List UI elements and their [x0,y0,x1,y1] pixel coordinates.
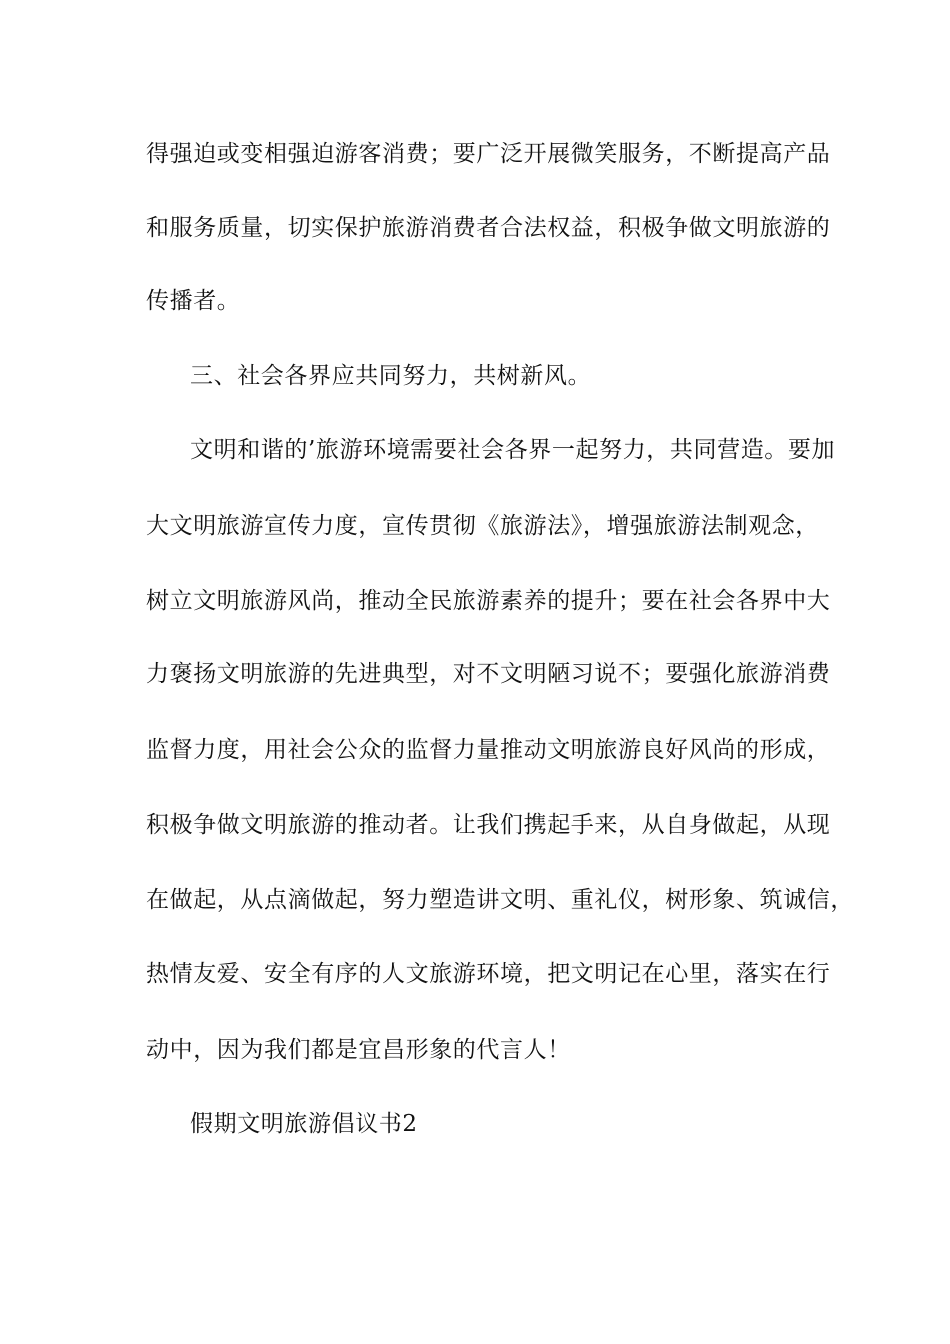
text-line: 热情友爱、安全有序的人文旅游环境，把文明记在心里，落实在行 [146,961,831,987]
text-line: 得强迫或变相强迫游客消费；要广泛开展微笑服务，不断提高产品 [146,141,831,167]
text-line: 在做起，从点滴做起，努力塑造讲文明、重礼仪，树形象、筑诚信， [146,887,854,913]
text-line: 大文明旅游宣传力度，宣传贯彻《旅游法》，增强旅游法制观念， [146,513,819,539]
section-heading: 三、社会各界应共同努力，共树新风。 [190,363,592,389]
text-line: 文明和谐的’旅游环境需要社会各界一起努力，共同营造。要加 [190,437,836,463]
text-line: 树立文明旅游风尚，推动全民旅游素养的提升；要在社会各界中大 [146,588,831,614]
text-line: 动中，因为我们都是宜昌形象的代言人！ [146,1037,571,1063]
text-line: 监督力度，用社会公众的监督力量推动文明旅游良好风尚的形成， [146,737,831,763]
text-line: 积极争做文明旅游的推动者。让我们携起手来，从自身做起，从现 [146,812,831,838]
document-title: 假期文明旅游倡议书2 [190,1111,418,1137]
text-line: 和服务质量，切实保护旅游消费者合法权益，积极争做文明旅游的 [146,215,831,241]
text-line: 力褒扬文明旅游的先进典型，对不文明陋习说不；要强化旅游消费 [146,661,831,687]
text-line: 传播者。 [146,288,241,314]
